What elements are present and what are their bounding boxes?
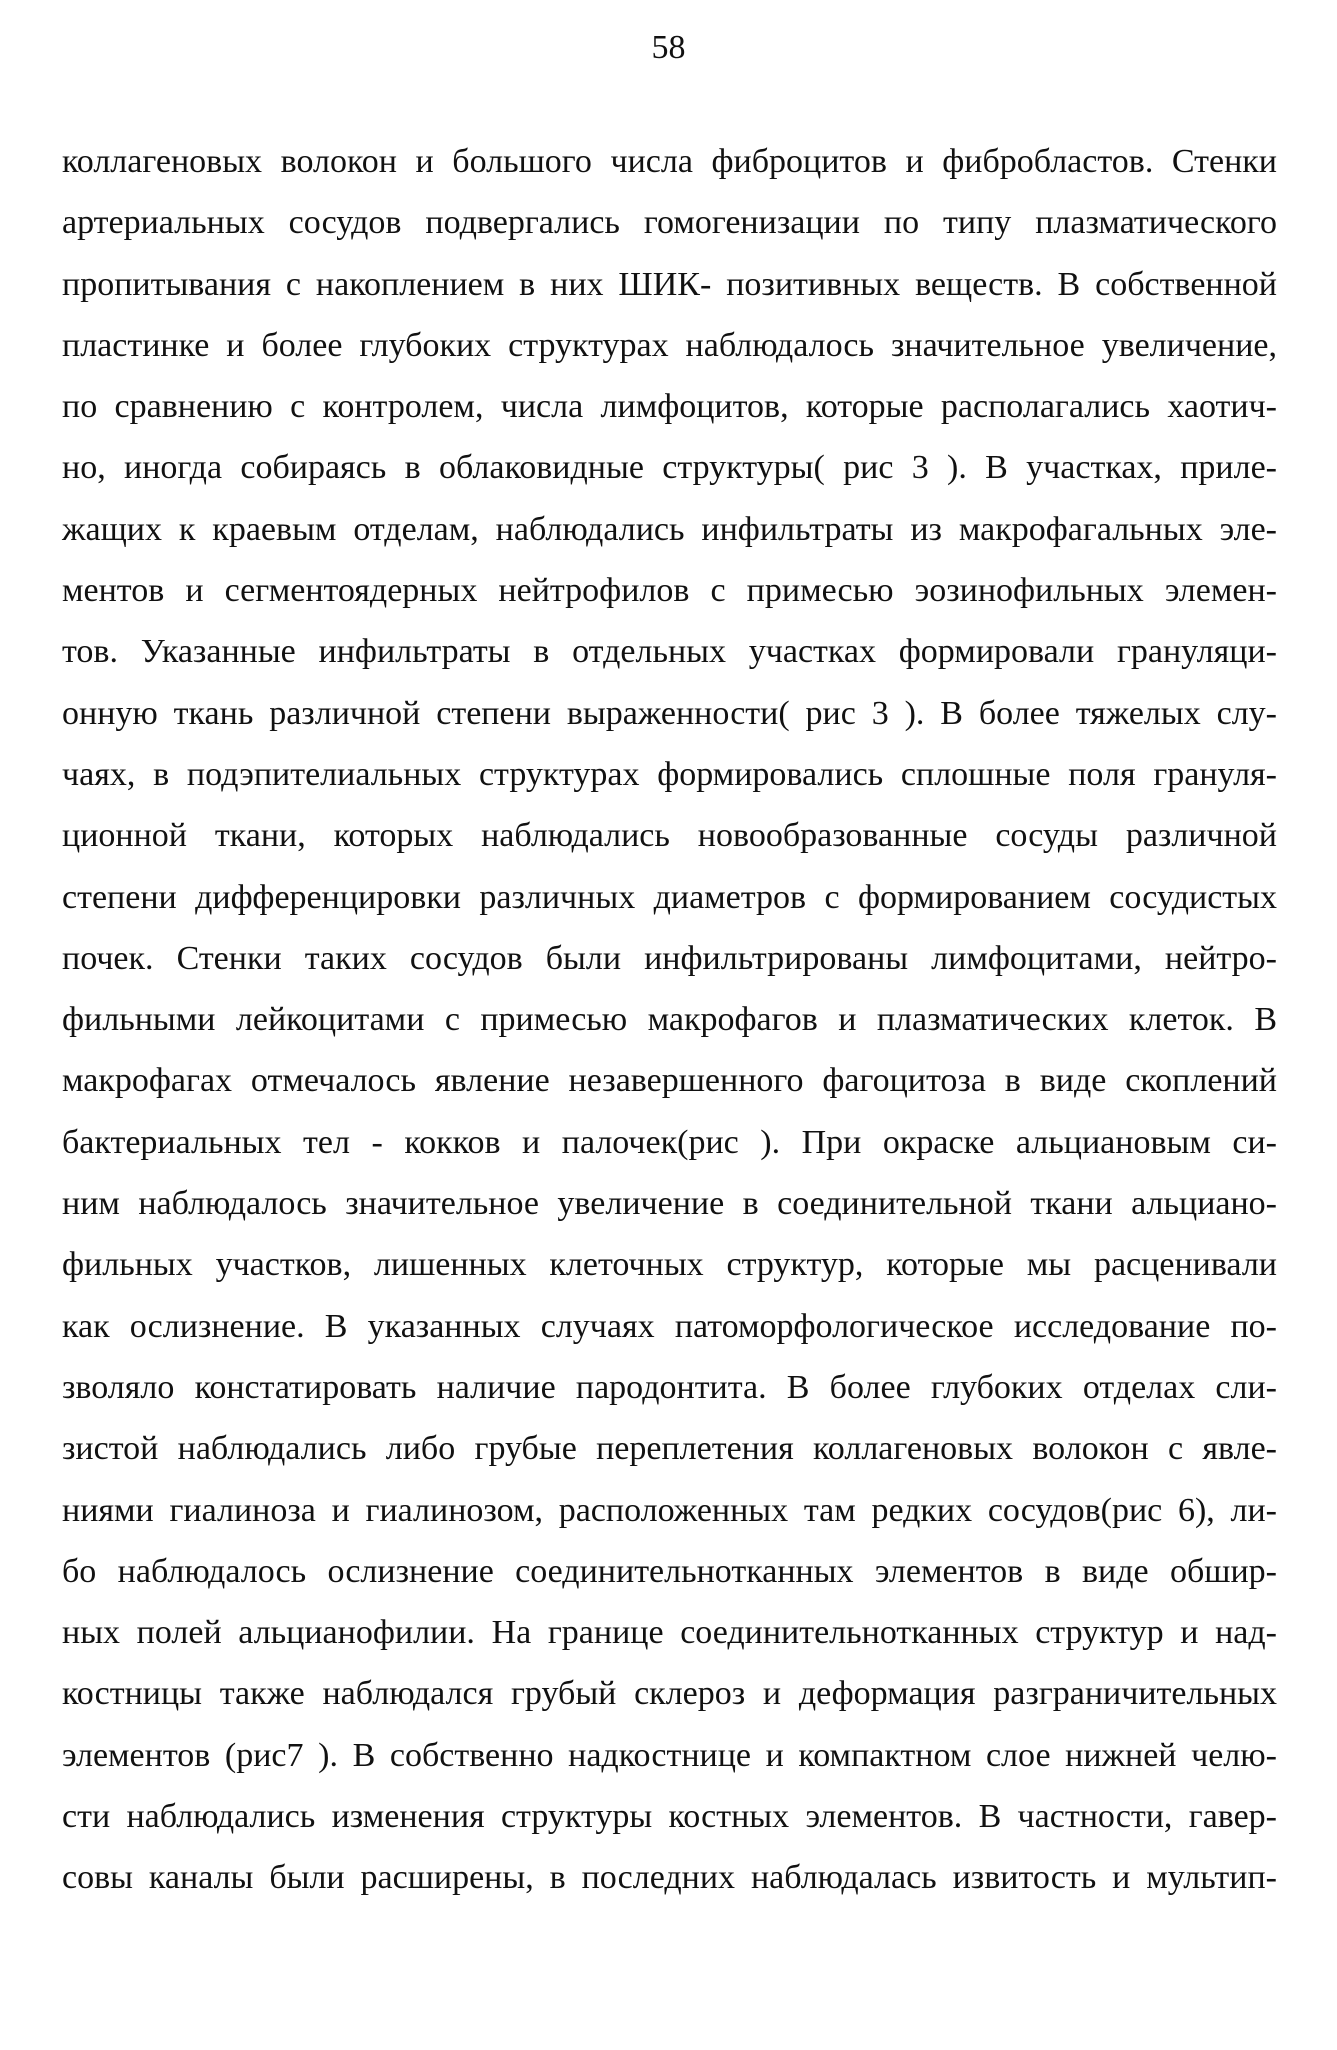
text-line: бо наблюдалось ослизнение соединительнотканных элементов в виде обшир- — [62, 1552, 1277, 1590]
text-line: бактериальных тел - кокков и палочек(рис ). При окраске альциановым си- — [62, 1123, 1277, 1161]
text-line: ментов и сегментоядерных нейтрофилов с примесью эозинофильных элемен- — [62, 572, 1277, 610]
text-line: ним наблюдалось значительное увеличение в соединительной ткани альциано- — [62, 1185, 1277, 1223]
text-line: как ослизнение. В указанных случаях патоморфологическое исследование по- — [62, 1307, 1277, 1345]
text-line: ных полей альцианофилии. На границе соединительнотканных структур и над- — [62, 1614, 1277, 1652]
text-line: тов. Указанные инфильтраты в отдельных участках формировали грануляци- — [62, 633, 1277, 671]
text-line: сти наблюдались изменения структуры костных элементов. В частности, гавер- — [62, 1798, 1277, 1836]
text-line: элементов (рис7 ). В собственно надкостнице и компактном слое нижней челю- — [62, 1736, 1277, 1774]
text-line: степени дифференцировки различных диаметров с формированием сосудистых — [62, 878, 1277, 916]
text-line: почек. Стенки таких сосудов были инфильтрированы лимфоцитами, нейтро- — [62, 939, 1277, 977]
page-number: 58 — [651, 29, 686, 66]
body-text — [62, 142, 1277, 1920]
text-line: пластинке и более глубоких структурах наблюдалось значительное увеличение, — [62, 326, 1277, 364]
text-line: зистой наблюдались либо грубые переплетения коллагеновых волокон с явле- — [62, 1430, 1277, 1468]
text-line: макрофагах отмечалось явление незавершенного фагоцитоза в виде скоплений — [62, 1062, 1277, 1100]
text-line: пропитывания с накоплением в них ШИК- позитивных веществ. В собственной — [62, 265, 1277, 303]
text-line: фильных участков, лишенных клеточных структур, которые мы расценивали — [62, 1246, 1277, 1284]
text-line: коллагеновых волокон и большого числа фиброцитов и фибробластов. Стенки — [62, 143, 1277, 180]
text-line: ниями гиалиноза и гиалинозом, расположенных там редких сосудов(рис 6), ли- — [62, 1491, 1277, 1529]
text-line: жащих к краевым отделам, наблюдались инфильтраты из макрофагальных эле- — [62, 510, 1277, 548]
text-line: фильными лейкоцитами с примесью макрофагов и плазматических клеток. В — [62, 1001, 1277, 1039]
text-line: костницы также наблюдался грубый склероз и деформация разграничительных — [62, 1675, 1277, 1713]
text-line: артериальных сосудов подвергались гомогенизации по типу плазматического — [62, 204, 1277, 242]
text-line: но, иногда собираясь в облаковидные структуры( рис 3 ). В участках, приле- — [62, 449, 1277, 487]
text-line: онную ткань различной степени выраженности( рис 3 ). В более тяжелых слу- — [62, 694, 1277, 732]
text-line: совы каналы были расширены, в последних наблюдалась извитость и мультип- — [62, 1859, 1277, 1897]
text-line: зволяло констатировать наличие пародонтита. В более глубоких отделах сли- — [62, 1368, 1277, 1406]
text-line: по сравнению с контролем, числа лимфоцитов, которые располагались хаотич- — [62, 388, 1277, 426]
text-line: ционной ткани, которых наблюдались новообразованные сосуды различной — [62, 817, 1277, 855]
text-line: чаях, в подэпителиальных структурах формировались сплошные поля грануля- — [62, 755, 1277, 793]
